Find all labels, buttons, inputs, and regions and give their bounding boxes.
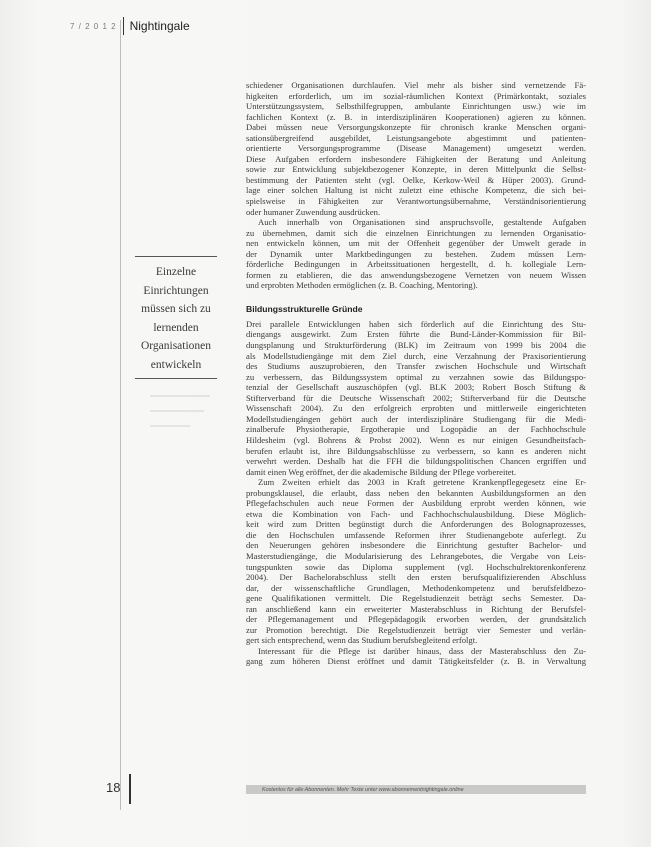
text-line: etwa die Kombination von Fach- und Fachhochschulausbildung. Diese Möglich- (246, 508, 586, 519)
text-line: dar, der wissenschaftliche Grundlagen, Methodenkompetenz und berufsfeldbezo- (246, 582, 586, 593)
body-text (246, 80, 586, 667)
text-line: Zum Zweiten erhielt das 2003 in Kraft getretene Krankenpflegegesetz eine Er- (258, 477, 586, 488)
text-line: higkeiten erforderlich, um im sozial-räumlichen Kontext (Primärkontakt, soziales (246, 90, 586, 101)
text-line: schiedener Organisationen durchlaufen. Viel mehr als bisher sind vernetzende Fä- (246, 80, 586, 90)
text-line: Unterstützungssystem, Selbsthilfegruppen, ambulante Einrichtungen usw.) wie im (246, 101, 586, 112)
text-line: ran anschließend kann ein erweiterter Masterabschluss in Richtung der Berufsfel- (246, 603, 586, 614)
text-line: formen zu etablieren, die das anwendungsbezogene Vernetzen von neuem Wissen (246, 269, 586, 280)
text-line: orientierte Versorgungsprogramme (Disease Management) umgesetzt werden. (246, 143, 586, 154)
page-number-rule (129, 774, 131, 804)
text-line: dungsplanung und Strukturförderung (BLK) im Zeitraum von 1999 bis 2004 die (246, 340, 586, 351)
margin-note-line: Einzelne (155, 266, 197, 278)
page-number: 18 (106, 780, 121, 795)
text-line: sowie zur Entwicklung subjektbezogener Konzepte, in deren Mittelpunkt die Selbst- (246, 164, 586, 175)
paragraph (246, 80, 586, 217)
text-line: Hildesheim (vgl. Bohrens & Probst 2002). Wenn es nur einigen Gesundheitsfach- (246, 434, 586, 445)
margin-note-line: lernenden (153, 321, 199, 334)
margin-note-line: Einrichtungen (143, 284, 209, 297)
text-line: tungspunkten sowie das Diploma supplement (vgl. Hochschulrektorenkonferenz (246, 561, 586, 572)
text-line: zur Promotion berechtigt. Die Regelstudienzeit beträgt vier Semester und verlän- (246, 624, 586, 635)
text-line: spielsweise in Fähigkeiten zur Verantwortungsübernahme, Verständnisorientierung (246, 196, 586, 207)
text-line: Interessant für die Pflege ist darüber hinaus, dass der Masterabschluss den Zu- (258, 645, 586, 656)
paragraph (246, 217, 586, 291)
text-line: die den Hochschulen umfassende Reformen ihrer Studienangebote auferlegt. Zu (246, 529, 586, 540)
footer-text: Kostenlos für alle Abonnenten. Mehr Texte unter www.abonnementnightingale.online (262, 786, 464, 793)
section-heading: Bildungsstrukturelle Gründe (246, 303, 363, 314)
text-line: bestimmung der Patienten steht (vgl. Oelke, Kerkow-Weil & Hüper 2003). Grund- (246, 174, 586, 185)
text-line: gang zum höheren Dienst eröffnet und damit Tätigkeitsfelder (z. B. in Verwaltung (246, 656, 586, 667)
text-line: 2004). Der Bachelorabschluss stellt den ersten berufsqualifizierenden Abschluss (246, 572, 586, 583)
text-line: sationsübergreifend ausgebildet, Leistungsangebote abgestimmt und patienten- (246, 132, 586, 143)
text-line: diengangs ausgewirkt. Zum Ersten führte die Bund-Länder-Kommission für Bil- (246, 329, 586, 340)
text-line: Wissenschaft 2004). Zu den erfolgreich erprobten und mittlerweile eingerichteten (246, 403, 586, 414)
text-line: und erprobten Methoden ermöglichen (z. B. Coaching, Mentoring). (246, 280, 478, 291)
text-line: zu verbessern, das Bildungssystem optimal zu verzahnen sowie das Bildungspo- (246, 371, 586, 382)
text-line: verwehrt werden. Deshalb hat die FFH die bildungspolitischen Chancen ergriffen und (246, 456, 586, 467)
faint-bleed-line (150, 425, 190, 427)
text-line: Drei parallele Entwicklungen haben sich förderlich auf die Einrichtung des Stu- (246, 318, 586, 329)
text-line: Modellstudiengängen gehört auch der interdisziplinäre Studiengang für die Medi- (246, 413, 586, 424)
text-line: tenzial der Gesellschaft auszuschöpfen (vgl. BLK 2003; Robert Bosch Stiftung & (246, 382, 586, 393)
footer-banner (246, 785, 586, 794)
text-line: Masterstudiengänge, die Modularisierung des Lehrangebotes, die Vergabe von Leis- (246, 550, 586, 561)
faint-bleed-line (150, 395, 210, 397)
text-line: gert sich entsprechend, wenn das Studium berufsbegleitend erfolgt. (246, 635, 478, 646)
text-line: keit wird zum Dritten begünstigt durch die Anforderungen des Bolognaprozesses, (246, 519, 586, 530)
text-line: Stifterverband für die Deutsche Wissenschaft 2002; Stifterverband für die Deutsche (246, 392, 586, 403)
text-line: des Studiums auszuprobieren, den Transfer zwischen Hochschule und Wirtschaft (246, 361, 586, 372)
header-volume: 7 / 2 0 1 2 (70, 21, 117, 31)
text-line: zu übernehmen, damit sich die einzelnen Einrichtungen zu lernenden Organisatio- (246, 227, 586, 238)
text-line: der Pflegemanagement und Pflegepädagogik erworben werden, der grundsätzlich (246, 614, 586, 625)
text-line: gene Qualifikationen vermittelt. Die Regelstudienzeit beträgt sechs Semester. Da- (246, 593, 586, 604)
margin-note-line: müssen sich zu (141, 303, 211, 315)
text-line: probungsklausel, die erlaubt, dass neben den bekannten Ausbildungsformen an den (246, 487, 586, 498)
text-line: zinalberufe Physiotherapie, Ergotherapie und Logopädie an der Fachhochschule (246, 424, 586, 435)
text-line: Auch innerhalb von Organisationen sind anspruchsvolle, gestaltende Aufgaben (258, 217, 586, 228)
margin-note-line: Organisationen (140, 340, 212, 352)
paragraph (246, 319, 586, 477)
text-line: als Modellstudiengänge mit dem Ziel durch, eine Verzahnung der Praxisorientierung (246, 350, 586, 361)
text-line: oder humaner Zuwendung ausdrücken. (246, 206, 381, 217)
header-divider (123, 17, 124, 35)
margin-rule (120, 20, 121, 810)
text-line: fachlichen Kontext (z. B. in interdisziplinären Kooperationen) agieren zu können. (246, 111, 586, 122)
text-line: nen entwickeln können, um mit der Offenheit gegenüber der Umwelt gerade in (246, 238, 586, 249)
running-header (70, 16, 190, 36)
text-line: förderliche Bedingungen in Arbeitssituationen hergestellt, d. h. kollegiale Lern- (246, 259, 586, 270)
paragraph (246, 646, 586, 667)
text-line: Dabei müssen neue Versorgungskonzepte für chronisch kranke Menschen organi- (246, 122, 586, 133)
text-line: den Neuerungen gehören insbesondere die Einrichtung gestufter Bachelor- und (246, 540, 586, 551)
text-line: lage einer solchen Haltung ist nicht zuletzt eine ethische Kompetenz, die sich bei- (246, 185, 586, 196)
margin-note (135, 256, 217, 379)
header-journal-title: Nightingale (129, 19, 190, 33)
faint-bleed-line (150, 410, 204, 412)
margin-note-line: entwickeln (150, 358, 202, 371)
text-line: berufen erlaubt ist, ihre Bildungsabschlüsse zu verbessern, so kann es anderen nicht (246, 445, 586, 456)
paragraph (246, 477, 586, 646)
text-line: Diese Aufgaben erfordern insbesondere Fähigkeiten der Beratung und Anleitung (246, 153, 586, 164)
text-line: Pflegefachschulen auch neue Formen der Ausbildung erprobt werden können, wie (246, 498, 586, 509)
text-line: damit einen Weg eröffnet, der die akademische Bildung der Pflege vorbereitet. (246, 466, 517, 477)
text-line: der Dynamik unter Marktbedingungen zu bestehen. Zudem müssen Lern- (246, 248, 586, 259)
